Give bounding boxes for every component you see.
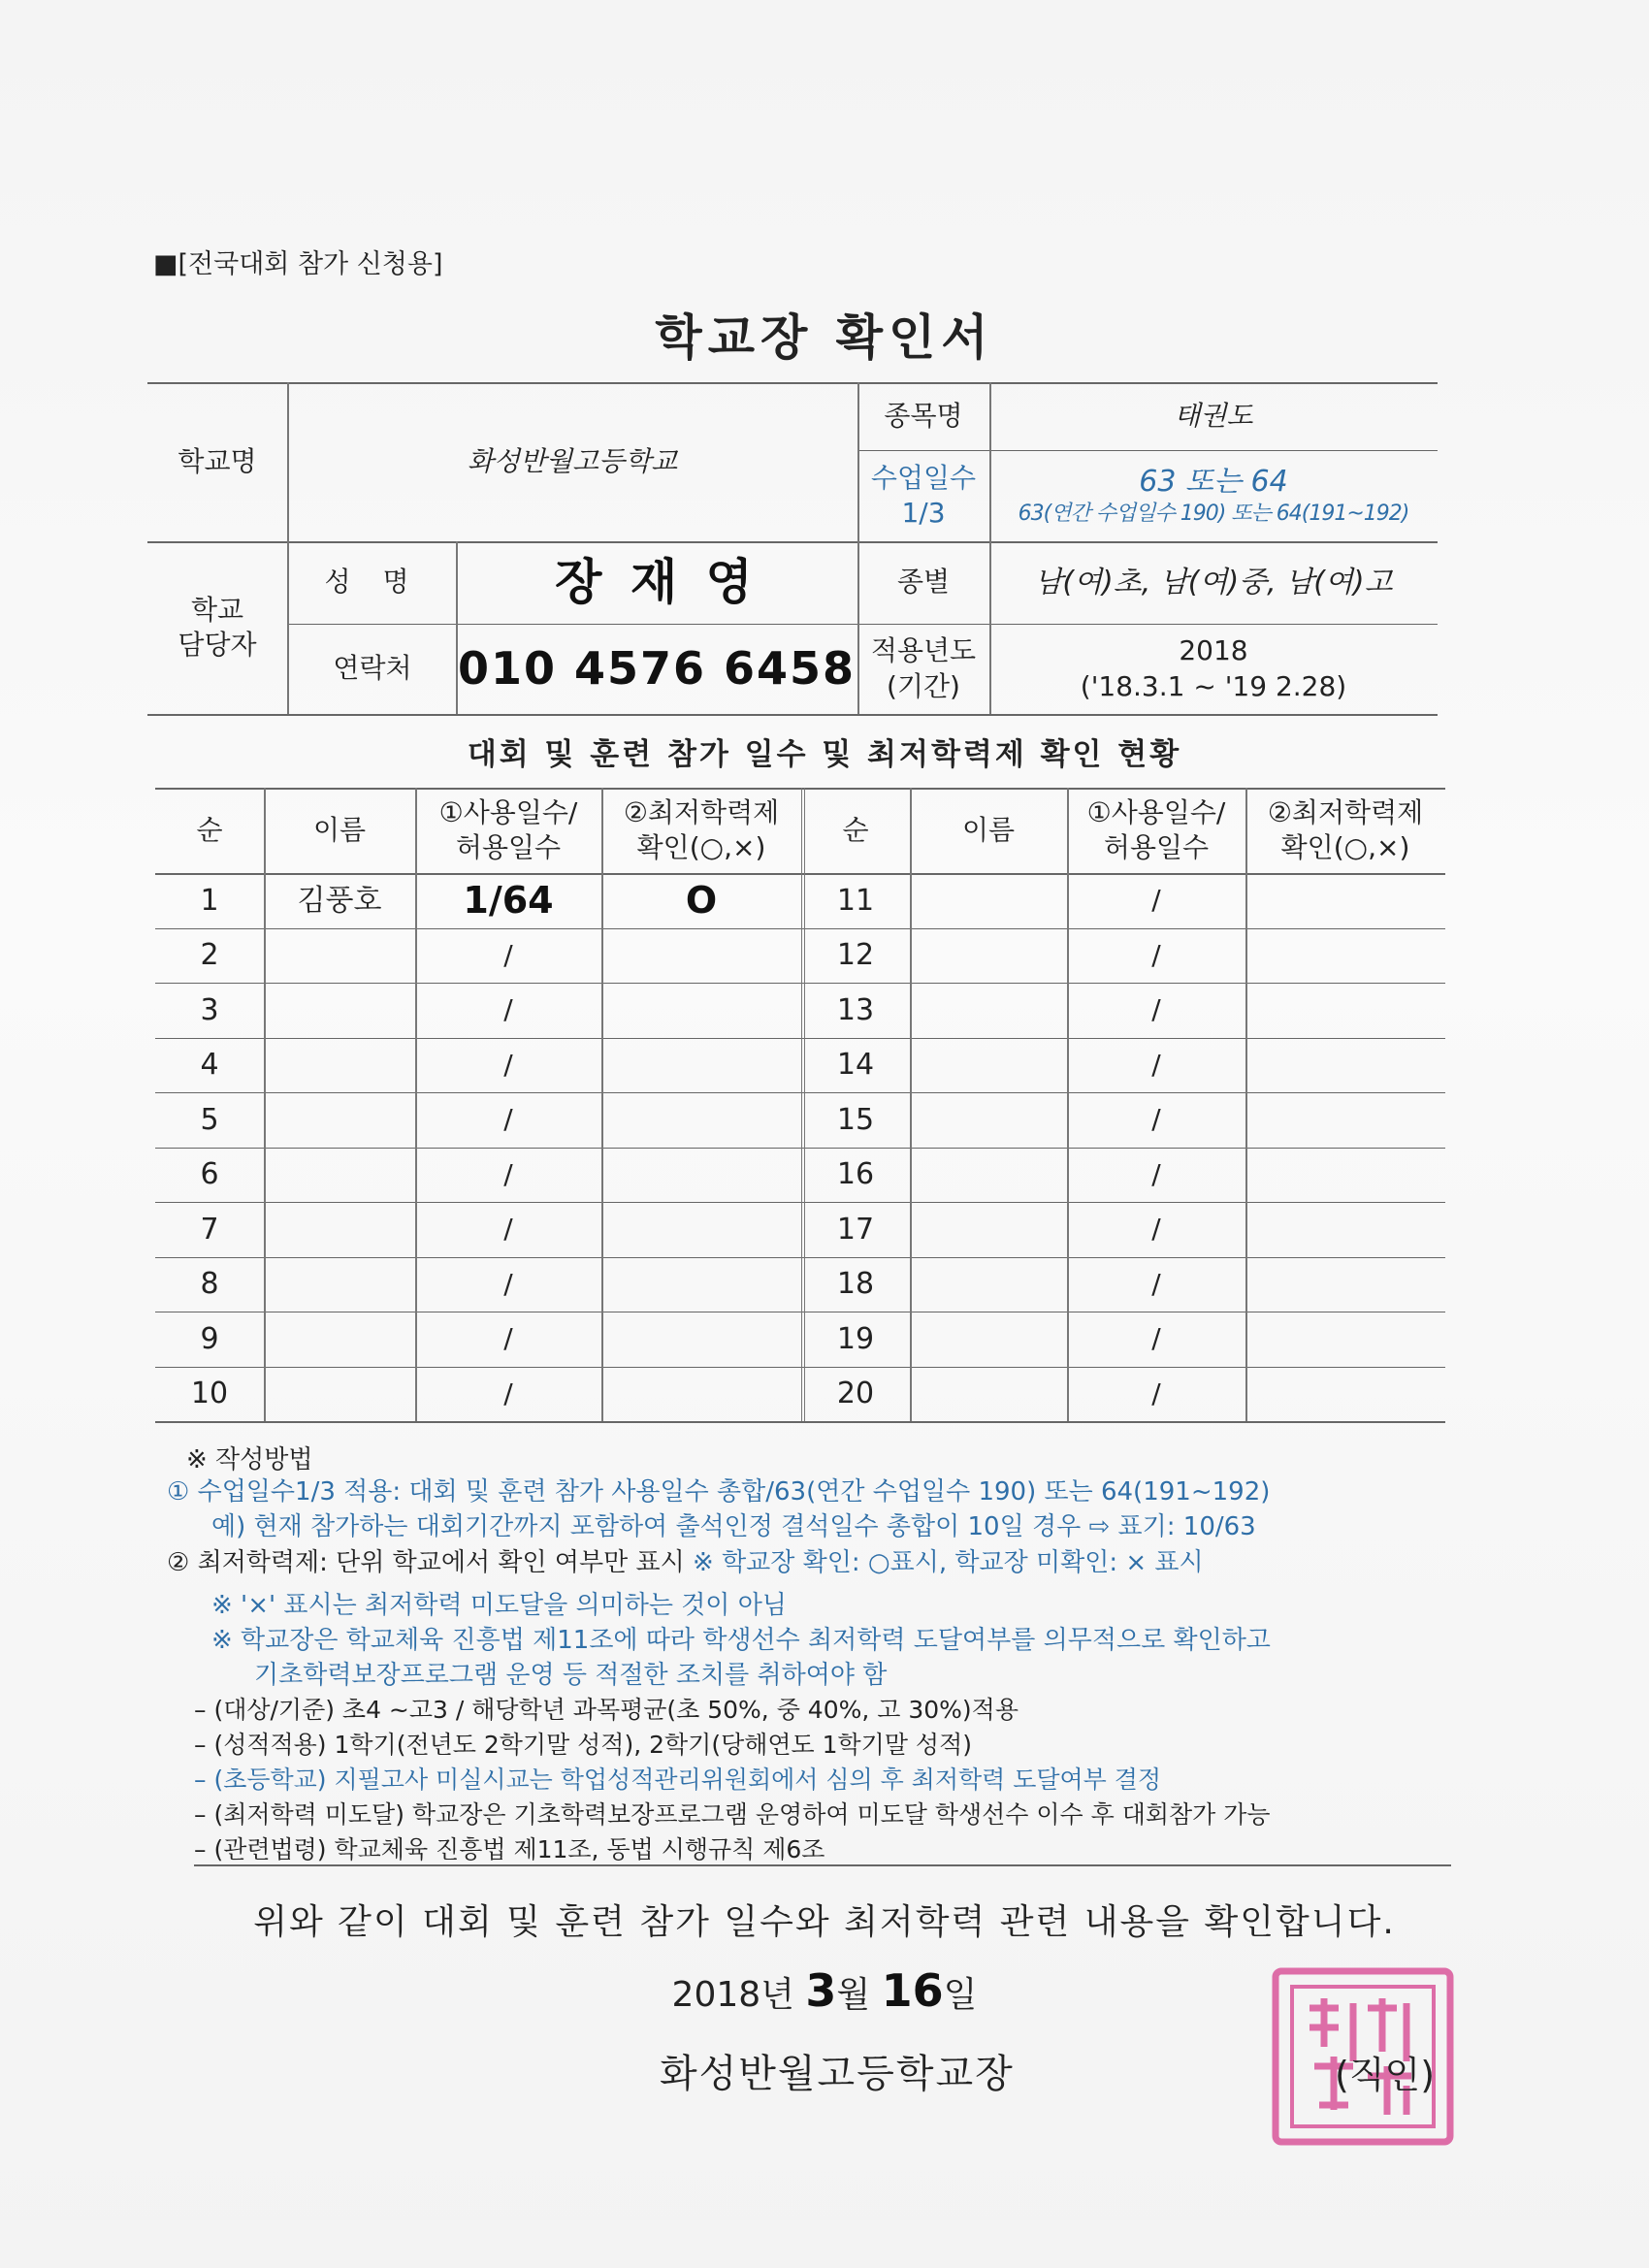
row-no: 6 [200, 1157, 219, 1192]
row-min [1245, 1038, 1445, 1093]
row-days: / [1151, 1103, 1161, 1136]
header-min-line2: 확인(○,×) [636, 831, 766, 863]
row-name: 김풍호 [297, 883, 382, 918]
header-days-line2: 허용일수 [455, 831, 562, 863]
row-name [910, 1202, 1067, 1257]
confirm-statement: 위와 같이 대회 및 훈련 참가 일수와 최저학력 관련 내용을 확인합니다. [253, 1902, 1396, 1942]
school-label: 학교명 [178, 444, 257, 477]
note-4: ※ 학교장은 학교체육 진흥법 제11조에 따라 학생선수 최저학력 도달여부를 의무적으로 확인하고 [211, 1626, 1271, 1655]
header-min [1245, 788, 1445, 873]
row-days: / [503, 1322, 513, 1355]
header-days-line1: ①사용일수/ [1086, 795, 1226, 828]
header-days-line2: 허용일수 [1103, 831, 1210, 863]
note-1-example: 예) 현재 참가하는 대회기간까지 포함하여 출석인정 결석일수 총합이 10일 경우 ⇨ 표기: 10/63 [211, 1512, 1256, 1541]
row-min [601, 1092, 801, 1148]
gender-label: 종별 [896, 566, 951, 599]
row-min [1245, 873, 1445, 928]
date-month: 3 [805, 1964, 837, 2017]
row-min [601, 1038, 801, 1093]
row-min [601, 1367, 801, 1422]
detail-1: – (대상/기준) 초4 ~고3 / 해당학년 과목평균(초 50%, 중 40%, 고 30%)적용 [194, 1696, 1018, 1724]
row-min: O [685, 878, 718, 922]
row-days: / [1151, 993, 1161, 1026]
row-name [910, 1148, 1067, 1203]
row-min [601, 1312, 801, 1367]
note-2 [167, 1542, 1204, 1578]
row-days: / [503, 1377, 513, 1409]
row-days: / [1151, 884, 1161, 917]
form-tag: ■[전국대회 참가 신청용] [153, 249, 443, 279]
row-name [910, 1092, 1067, 1148]
row-no: 3 [200, 992, 219, 1027]
note-2-main: ② 최저학력제: 단위 학교에서 확인 여부만 표시 [167, 1548, 685, 1577]
row-no: 8 [200, 1267, 219, 1302]
row-min [1245, 1367, 1445, 1422]
event-value: 태권도 [1174, 399, 1253, 432]
row-min [601, 983, 801, 1038]
school-value: 화성반월고등학교 [467, 444, 678, 477]
date-day-unit: 일 [943, 1975, 978, 2015]
event-label: 종목명 [884, 399, 963, 432]
row-days: / [503, 1213, 513, 1246]
row-no: 12 [836, 938, 875, 973]
row-name [910, 928, 1067, 984]
row-no: 7 [200, 1212, 219, 1247]
header-min [601, 788, 801, 873]
row-no: 10 [190, 1377, 229, 1411]
row-no: 19 [836, 1321, 875, 1356]
page-title: 학교장 확인서 [655, 309, 994, 366]
year-value-line1: 2018 [1179, 634, 1248, 667]
row-name [264, 1312, 415, 1367]
row-min [1245, 983, 1445, 1038]
contact-value: 010 4576 6458 [457, 641, 857, 695]
header-days [1067, 788, 1245, 873]
detail-3: – (초등학교) 지필고사 미실시교는 학업성적관리위원회에서 심의 후 최저학력 도달여부 결정 [194, 1766, 1162, 1794]
header-no: 순 [196, 813, 223, 846]
days-value-line2: 63(연간 수업일수 190) 또는 64(191~192) [1018, 502, 1409, 527]
row-days: 1/64 [463, 878, 554, 922]
row-no: 4 [200, 1048, 219, 1083]
row-no: 11 [836, 883, 875, 918]
row-no: 14 [836, 1048, 875, 1083]
header-name: 이름 [312, 813, 367, 846]
row-name [264, 1092, 415, 1148]
note-4-cont: 기초학력보장프로그램 운영 등 적절한 조치를 취하여야 함 [254, 1661, 888, 1690]
info-border-bottom [147, 714, 1438, 716]
year-label [857, 624, 989, 714]
detail-4: – (최저학력 미도달) 학교장은 기초학력보장프로그램 운영하여 미도달 학생선수 이수 후 대회참가 가능 [194, 1800, 1271, 1829]
row-days: / [503, 1048, 513, 1081]
row-min [601, 1202, 801, 1257]
row-name [264, 1202, 415, 1257]
year-label-line1: 적용년도 [870, 634, 977, 667]
note-1: ① 수업일수1/3 적용: 대회 및 훈련 참가 사용일수 총합/63(연간 수업일수 190) 또는 64(191~192) [167, 1477, 1271, 1507]
header-min-line1: ②최저학력제 [1267, 795, 1424, 828]
manager-label-line2: 담당자 [178, 629, 257, 661]
row-name [264, 1367, 415, 1422]
row-days: / [1151, 1377, 1161, 1409]
row-name [264, 1257, 415, 1312]
days-label [857, 450, 989, 541]
row-no: 2 [200, 938, 219, 973]
row-no: 18 [836, 1267, 875, 1302]
header-days [415, 788, 601, 873]
row-days: / [503, 938, 513, 971]
header-min-line2: 확인(○,×) [1280, 831, 1410, 863]
row-name [264, 928, 415, 984]
name-label: 성 명 [324, 566, 421, 599]
date-year: 2018년 [671, 1975, 794, 2015]
header-min-line1: ②최저학력제 [623, 795, 780, 828]
row-days: / [1151, 938, 1161, 971]
row-name [910, 1367, 1067, 1422]
row-name [910, 1312, 1067, 1367]
days-label-line1: 수업일수 [870, 461, 977, 494]
header-name: 이름 [961, 813, 1016, 846]
date-month-unit: 월 [836, 1975, 871, 2015]
row-min [1245, 1148, 1445, 1203]
row-no: 15 [836, 1102, 875, 1137]
days-value-line1: 63 또는 64 [1139, 465, 1288, 500]
year-label-line2: (기간) [887, 669, 960, 702]
row-days: / [1151, 1267, 1161, 1300]
row-no: 17 [836, 1212, 875, 1247]
row-days: / [503, 993, 513, 1026]
row-name [264, 1038, 415, 1093]
row-days: / [1151, 1048, 1161, 1081]
gender-value: 남(여)초, 남(여)중, 남(여)고 [1034, 566, 1393, 599]
detail-5: – (관련법령) 학교체육 진흥법 제11조, 동법 시행규칙 제6조 [194, 1835, 825, 1863]
row-name [910, 873, 1067, 928]
row-no: 1 [200, 883, 219, 918]
row-days: / [503, 1267, 513, 1300]
row-min [601, 1148, 801, 1203]
section-title: 대회 및 훈련 참가 일수 및 최저학력제 확인 현황 [467, 737, 1182, 772]
manager-label [147, 541, 287, 714]
name-value: 장 재 영 [555, 554, 759, 610]
row-days: / [503, 1103, 513, 1136]
row-days: / [1151, 1157, 1161, 1190]
row-days: / [1151, 1322, 1161, 1355]
days-label-line2: 1/3 [901, 497, 946, 529]
header-no: 순 [842, 813, 869, 846]
row-days: / [1151, 1213, 1161, 1246]
date-day: 16 [881, 1964, 944, 2017]
row-no: 9 [200, 1321, 219, 1356]
row-min [1245, 928, 1445, 984]
year-value [989, 624, 1438, 714]
row-min [1245, 1312, 1445, 1367]
row-no: 13 [836, 992, 875, 1027]
row-min [601, 1257, 801, 1312]
row-name [910, 983, 1067, 1038]
row-min [1245, 1092, 1445, 1148]
notes-heading: ※ 작성방법 [186, 1445, 313, 1474]
row-name [910, 1038, 1067, 1093]
row-no: 16 [836, 1157, 875, 1192]
year-value-line2: ('18.3.1 ~ '19 2.28) [1080, 669, 1347, 702]
row-min [1245, 1257, 1445, 1312]
seal-label: (직인) [1335, 2054, 1436, 2096]
manager-label-line1: 학교 [190, 593, 244, 626]
note-3: ※ '×' 표시는 최저학력 미도달을 의미하는 것이 아님 [211, 1591, 787, 1620]
row-name [264, 1148, 415, 1203]
row-min [601, 928, 801, 984]
detail-2: – (성적적용) 1학기(전년도 2학기말 성적), 2학기(당해연도 1학기말 성적) [194, 1731, 972, 1759]
row-no: 5 [200, 1102, 219, 1137]
principal-title: 화성반월고등학교장 [660, 2052, 1015, 2096]
note-2-mark: ※ 학교장 확인: ○표시, 학교장 미확인: × 표시 [684, 1548, 1204, 1577]
row-min [1245, 1202, 1445, 1257]
notes-divider [194, 1864, 1451, 1866]
table-row-line [155, 1421, 1445, 1423]
contact-label: 연락처 [333, 652, 412, 685]
days-value [989, 450, 1438, 541]
row-name [910, 1257, 1067, 1312]
header-days-line1: ①사용일수/ [438, 795, 578, 828]
row-no: 20 [836, 1377, 875, 1411]
row-name [264, 983, 415, 1038]
row-days: / [503, 1157, 513, 1190]
